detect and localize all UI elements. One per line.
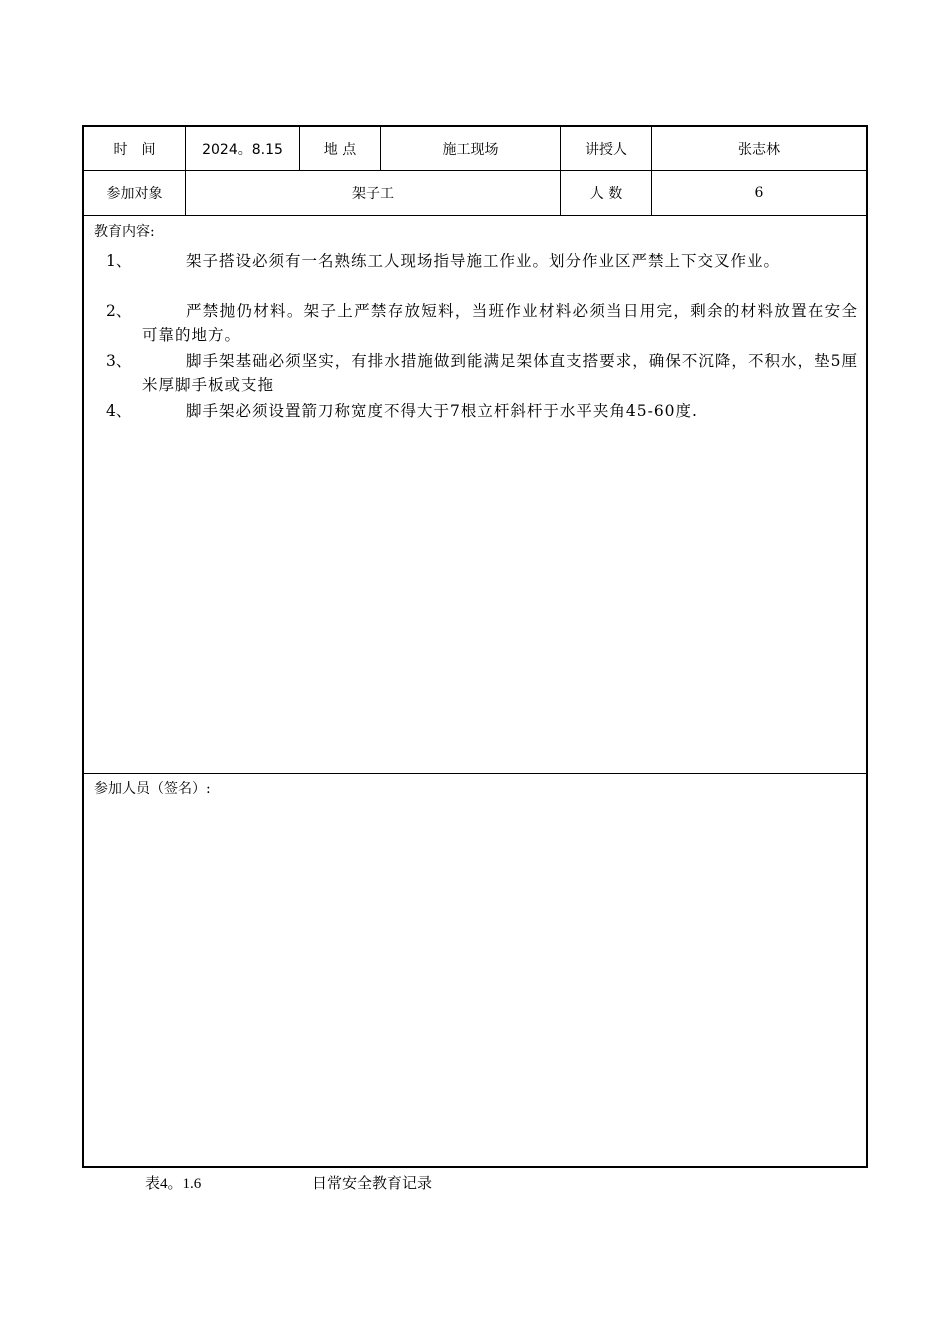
- time-label: 时 间: [113, 141, 156, 158]
- participants-label: 参加对象: [106, 186, 163, 202]
- row-divider: [84, 773, 866, 774]
- participants-value: 架子工: [352, 186, 394, 202]
- list-item: [106, 399, 858, 423]
- signature-label: 参加人员（签名）:: [94, 781, 211, 797]
- item-text: 脚手架必须设置箭刀称宽度不得大于7根立杆斜杆于水平夹角45-60度.: [186, 402, 698, 420]
- lecturer-label: 讲授人: [585, 141, 627, 158]
- item-number: 3、: [106, 352, 132, 370]
- row-divider: [84, 215, 866, 216]
- time-value: 2024。8.15: [202, 141, 283, 158]
- list-item: [106, 349, 858, 397]
- item-text: 架子搭设必须有一名熟练工人现场指导施工作业。划分作业区严禁上下交叉作业。: [186, 252, 781, 270]
- count-label: 人 数: [589, 186, 623, 202]
- item-text: 严禁抛仍材料。架子上严禁存放短料，当班作业材料必须当日用完，剩余的材料放置在安全可靠的地方。: [142, 302, 858, 344]
- list-item: [106, 249, 858, 273]
- table-number: 表4。1.6: [145, 1176, 202, 1192]
- item-number: 2、: [106, 302, 132, 320]
- item-text: 脚手架基础必须坚实，有排水措施做到能满足架体直支搭要求，确保不沉降，不积水，垫5厘米厚脚手板或支拖: [142, 352, 858, 394]
- item-number: 1、: [106, 252, 132, 270]
- item-number: 4、: [106, 402, 132, 420]
- list-item: [106, 299, 858, 347]
- safety-education-record-form: [82, 125, 868, 1168]
- table-title: 日常安全教育记录: [312, 1176, 433, 1192]
- lecturer-value: 张志林: [738, 141, 780, 158]
- content-label: 教育内容:: [94, 224, 155, 240]
- location-value: 施工现场: [442, 141, 499, 158]
- count-value: 6: [754, 185, 764, 201]
- location-label: 地 点: [323, 141, 357, 158]
